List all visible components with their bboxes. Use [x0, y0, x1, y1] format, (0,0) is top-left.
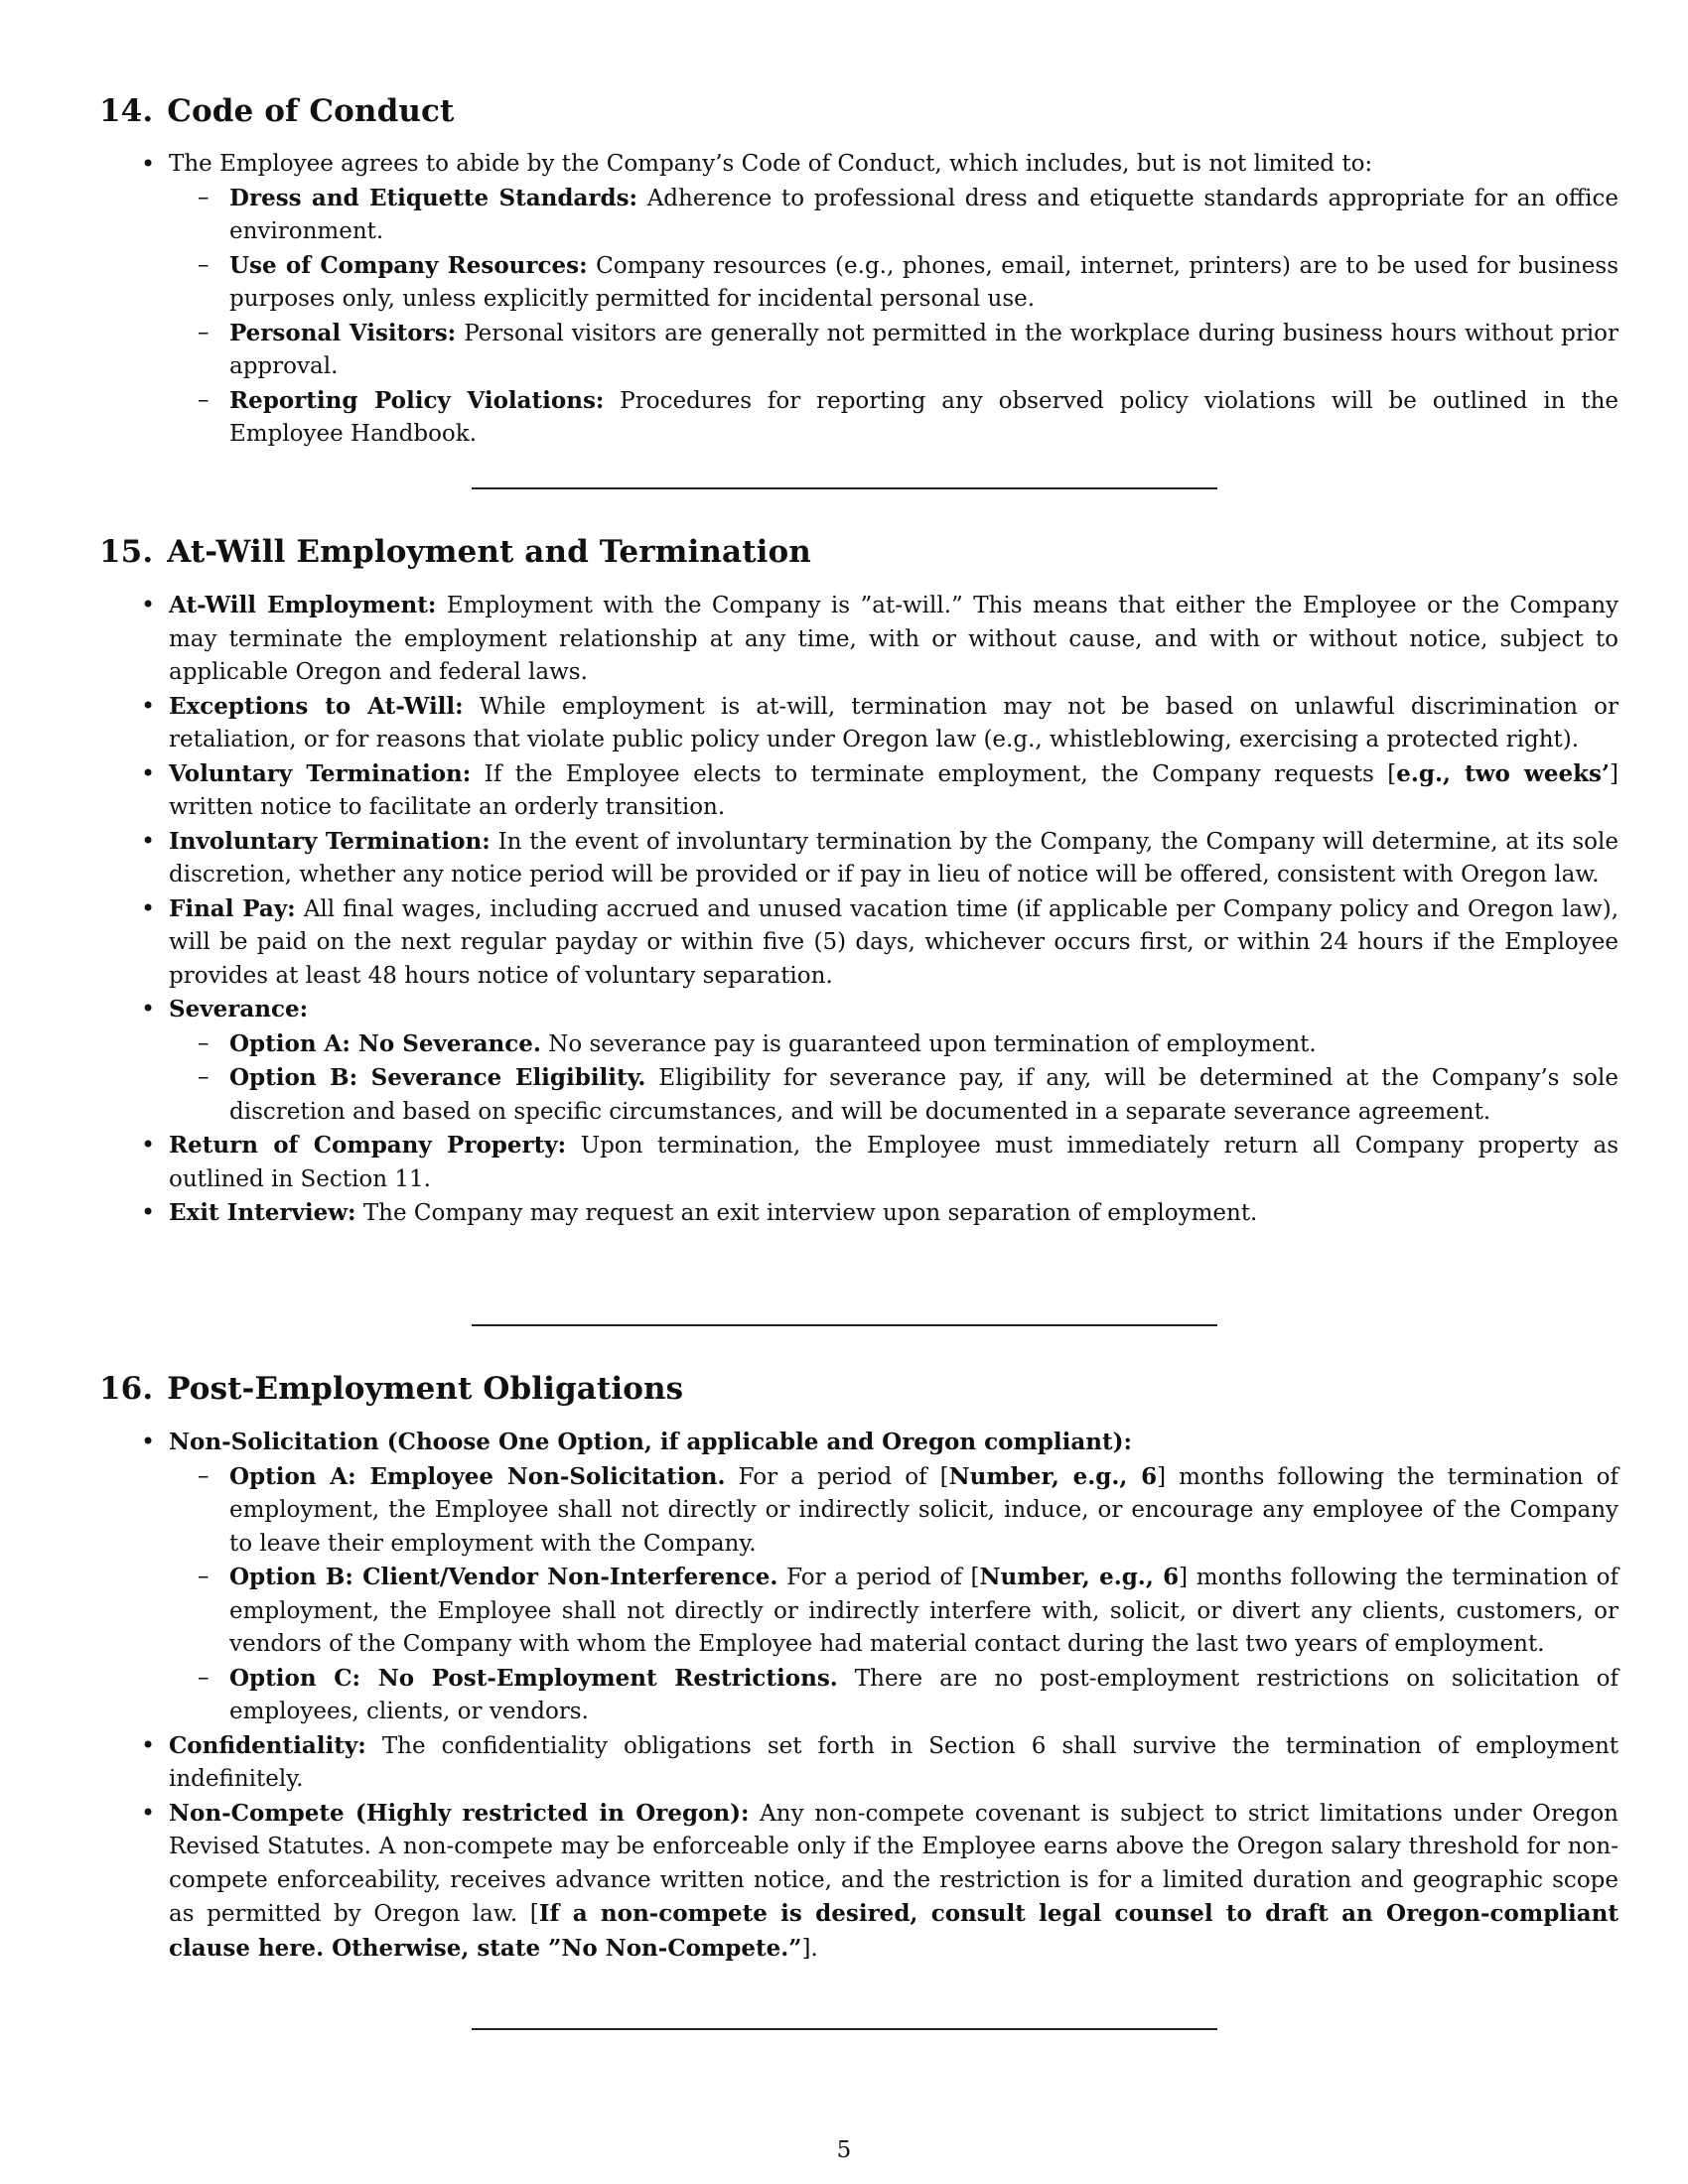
page-number: 5: [836, 2137, 852, 2163]
sub-list-item: – Option C: No Post-Employment Restrictions. There are no post-employment restrictions on solicitation of employees, clients, or vendors.: [169, 1662, 1618, 1729]
bullet-list: [99, 1426, 1619, 1966]
sub-list-item: – Option B: Severance Eligibility. Eligibility for severance pay, if any, will be determined at the Company’s sole discretion and based on specific circumstances, and will be documented in a separate severance agreement.: [169, 1061, 1618, 1129]
sub-list-item: – Dress and Etiquette Standards: Adherence to professional dress and etiquette standards appropriate for an office environment.: [169, 182, 1618, 249]
bullet-list: [99, 148, 1618, 452]
sub-list-item: – Reporting Policy Violations: Procedures for reporting any observed policy violations will be outlined in the Employee Handbook.: [169, 384, 1618, 452]
list-item: • Exceptions to At-Will: While employment is at-will, termination may not be based on unlawful discrimination or retaliation, or for reasons that violate public policy under Oregon law (e.g., whistleblowing, exercising a protected right).: [99, 690, 1618, 757]
list-item: • Involuntary Termination: In the event of involuntary termination by the Company, the Company will determine, at its sole discretion, whether any notice period will be provided or if pay in lieu of notice will be offered, consistent with Oregon law.: [99, 825, 1618, 892]
sub-list-item: – Option B: Client/Vendor Non-Interference. For a period of [Number, e.g., 6] months following the termination of employment, the Employee shall not directly or indirectly interfere with, solicit, or divert any clients, customers, or vendors of the Company with whom the Employee had material contact during the last two years of employment.: [169, 1561, 1618, 1662]
list-item: • Severance: – Option A: No Severance. No severance pay is guaranteed upon termination of employment. – Option B: Severance Eligibility. Eligibility for severance pay, if any, will be determined at the Company’s sole discretion and based on specific circumstances, and will be documented in a separate severance agreement.: [99, 993, 1618, 1129]
list-item: • Confidentiality: The confidentiality obligations set forth in Section 6 shall survive the termination of employment indefinitely.: [99, 1729, 1618, 1797]
list-item: • Voluntary Termination: If the Employee elects to terminate employment, the Company requests [e.g., two weeks’] written notice to facilitate an orderly transition.: [99, 757, 1618, 825]
list-item: • Return of Company Property: Upon termination, the Employee must immediately return all Company property as outlined in Section 11.: [99, 1129, 1618, 1196]
list-item: • At-Will Employment: Employment with the Company is ”at-will.” This means that either the Employee or the Company may terminate the employment relationship at any time, with or without cause, and with or without notice, subject to applicable Oregon and federal laws.: [99, 589, 1618, 690]
section-14: [99, 93, 1618, 452]
section-divider: [472, 487, 1217, 489]
list-item: • Non-Compete (Highly restricted in Oregon): Any non-compete covenant is subject to strict limitations under Oregon Revised Statutes. A non-compete may be enforceable only if the Employee earns above the Oregon salary threshold for non-compete enforceability, receives advance written notice, and the restriction is for a limited duration and geographic scope as permitted by Oregon law. [If a non-compete is desired, consult legal counsel to draft an Oregon-compliant clause here. Otherwise, state ”No Non-Compete.”].: [99, 1797, 1618, 1967]
section-16: [99, 1371, 1619, 1966]
sub-list: [169, 1460, 1618, 1729]
list-item: • Exit Interview: The Company may request an exit interview upon separation of employment.: [99, 1196, 1618, 1231]
list-item: • Non-Solicitation (Choose One Option, if applicable and Oregon compliant): – Option A: Employee Non-Solicitation. For a period of [Number, e.g., 6] months following the termination of employment, the Employee shall not directly or indirectly solicit, induce, or encourage any employee of the Company to leave their employment with the Company. – Option B: Client/Vendor Non-Interference. For a period of [Number, e.g., 6] months following the termination of employment, the Employee shall not directly or indirectly interfere with, solicit, or divert any clients, customers, or vendors of the Company with whom the Employee had material contact during the last two years of employment. – Option C: No Post-Employment Restrictions. There are no post-employment restrictions on solicitation of employees, clients, or vendors.: [99, 1426, 1618, 1729]
sub-list-item: – Option A: Employee Non-Solicitation. For a period of [Number, e.g., 6] months following the termination of employment, the Employee shall not directly or indirectly solicit, induce, or encourage any employee of the Company to leave their employment with the Company.: [169, 1460, 1618, 1562]
list-item: • The Employee agrees to abide by the Company’s Code of Conduct, which includes, but is not limited to: – Dress and Etiquette Standards: Adherence to professional dress and etiquette standards appropriate for an office environment. – Use of Company Resources: Company resources (e.g., phones, email, internet, printers) are to be used for business purposes only, unless explicitly permitted for incidental personal use. – Personal Visitors: Personal visitors are generally not permitted in the workplace during business hours without prior approval. – Reporting Policy Violations: Procedures for reporting any observed policy violations will be outlined in the Employee Handbook.: [99, 148, 1618, 452]
section-heading: 15. At-Will Employment and Termination: [99, 534, 811, 570]
section-heading: 16. Post-Employment Obligations: [99, 1371, 684, 1407]
section-divider: [472, 1324, 1217, 1326]
section-15: [99, 534, 1619, 1231]
list-item: • Final Pay: All final wages, including accrued and unused vacation time (if applicable per Company policy and Oregon law), will be paid on the next regular payday or within five (5) days, whichever occurs first, or within 24 hours if the Employee provides at least 48 hours notice of voluntary separation.: [99, 892, 1618, 994]
sub-list-item: – Option A: No Severance. No severance pay is guaranteed upon termination of employment.: [169, 1027, 1618, 1062]
sub-list-item: – Personal Visitors: Personal visitors are generally not permitted in the workplace during business hours without prior approval.: [169, 317, 1618, 384]
sub-list: [169, 182, 1618, 452]
bullet-list: [99, 589, 1619, 1231]
section-heading: 14. Code of Conduct: [99, 93, 455, 129]
section-divider: [472, 2028, 1217, 2030]
sub-list: [169, 1027, 1618, 1130]
sub-list-item: – Use of Company Resources: Company resources (e.g., phones, email, internet, printers) are to be used for business purposes only, unless explicitly permitted for incidental personal use.: [169, 249, 1618, 317]
